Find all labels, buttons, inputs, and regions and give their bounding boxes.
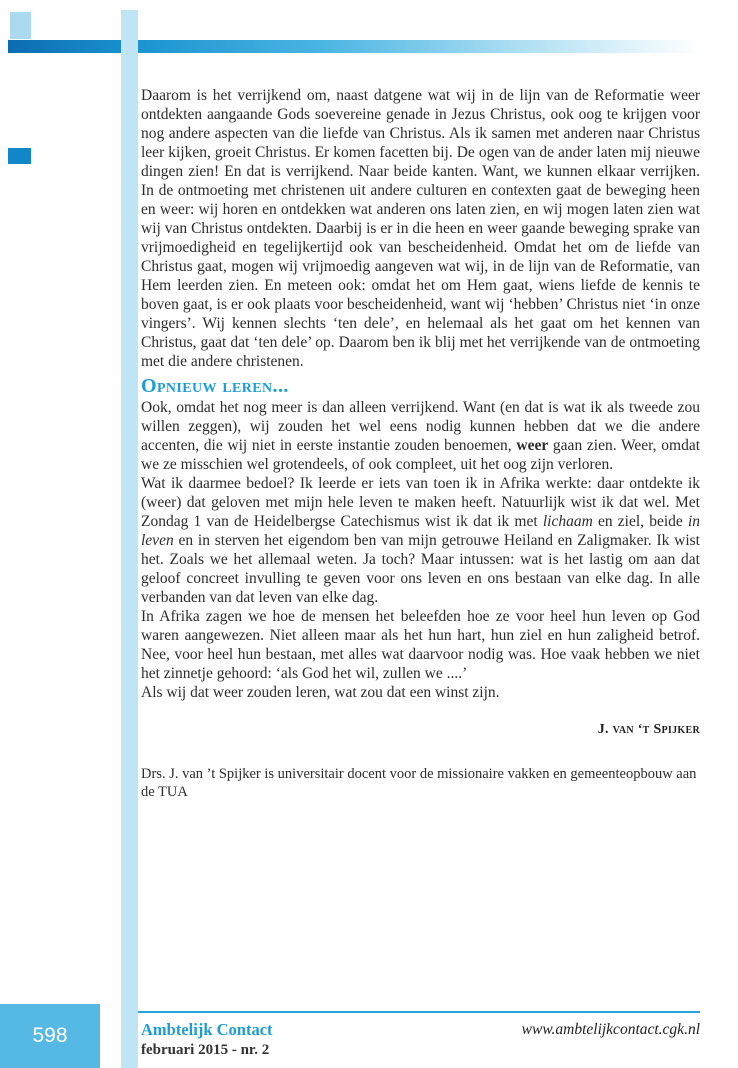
footer-journal-block: [141, 1019, 273, 1060]
footer-website: www.ambtelijkcontact.cgk.nl: [521, 1021, 700, 1038]
text-run: Wat ik daarmee bedoel? Ik leerde er iets van toen ik in Afrika werkte: daar ontdekte ik (weer) dat geloven met mijn hele leven te maken heeft. Natuurlijk wist ik dat wel. Met Zondag 1 van de Heidelbergse Catechismus wist ik dat ik met: [141, 475, 700, 530]
paragraph-5: Als wij dat weer zouden leren, wat zou dat een winst zijn.: [141, 684, 500, 701]
footer-divider: [138, 1011, 700, 1013]
text-run: en ziel, beide: [592, 513, 688, 530]
footer-journal-title: Ambtelijk Contact: [141, 1020, 273, 1039]
text-run: en in sterven het eigendom ben van mijn getrouwe Heiland en Zaligmaker. Ik wist het. Zoals we het allemaal weten. Ja toch? Maar intussen: wat is het lastig om aan dat geloof concreet invulling te geven voor ons leven en ons bestaan van elke dag. In alle verbanden van dat leven van elke dag.: [141, 532, 700, 606]
author-signature: J. van ‘t Spijker: [597, 722, 700, 737]
paragraph-2: [141, 398, 700, 474]
section-heading: Opnieuw leren...: [141, 375, 289, 397]
decor-gradient-bar: [8, 40, 700, 53]
footer-issue-date: februari 2015 - nr. 2: [141, 1042, 270, 1058]
decor-left-tab: [8, 148, 31, 164]
paragraph-4: In Afrika zagen we hoe de mensen het beleefden hoe ze voor heel hun leven op God waren aangewezen. Niet alleen maar als het hun hart, hun ziel en hun zaligheid betrof. Nee, voor heel hun bestaan, met alles wat daarvoor nodig was. Hoe vaak hebben we niet het zinnetje gehoord: ‘als God het wil, zullen we ....’: [141, 608, 700, 682]
text-run: Ook, omdat het nog meer is dan alleen verrijkend. Want (en dat is wat ik als tweede zou willen zeggen), wij zouden het wel eens nodig kunnen hebben dat we die andere accenten, die wij niet in eerste instantie zouden benoemen,: [141, 399, 700, 454]
text-run-italic: lichaam: [542, 513, 593, 530]
decor-left-strip: [121, 10, 138, 1068]
page-number: 598: [32, 1024, 68, 1047]
page-number-block: [0, 1004, 100, 1068]
paragraph-3: [141, 474, 700, 607]
paragraph-1: Daarom is het verrijkend om, naast datgene wat wij in de lijn van de Reformatie weer ontdekten aangaande Gods soevereine genade in Jezus Christus, ook oog te krijgen voor nog andere aspecten van die liefde van Christus. Als ik samen met anderen naar Christus leer kijken, groeit Christus. Er komen facetten bij. De ogen van de ander laten mij nieuwe dingen zien! En dat is verrijkend. Naar beide kanten. Want, we kunnen elkaar verrijken. In de ontmoeting met christenen uit andere culturen en contexten gaat de beweging heen en weer: wij horen en ontdekken wat anderen ons laten zien, en wij mogen laten zien wat wij van Christus ontdekten. Daarbij is er in die heen en weer gaande beweging sprake van vrijmoedigheid en tegelijkertijd ook van bescheidenheid. Omdat het om de liefde van Christus gaat, mogen wij vrijmoedig aangeven wat wij, in de lijn van de Reformatie, van Hem leerden zien. En meteen ook: omdat het om Hem gaat, wiens liefde de kennis te boven gaat, is er ook plaats voor bescheidenheid, want wij ‘hebben’ Christus niet ‘in onze vingers’. Wij kennen slechts ‘ten dele’, en helemaal als het gaat om het kennen van Christus, gaat dat ‘ten dele’ op. Daarom ben ik blij met het verrijkende van de ontmoeting met die andere christenen.: [141, 87, 700, 370]
text-run-italic: in leven: [141, 513, 700, 549]
text-run: gaan zien. Weer, omdat we ze misschien wel grotendeels, of ook compleet, uit het oog zijn verloren.: [141, 437, 700, 473]
text-run-bold: weer: [516, 437, 549, 454]
author-bio: Drs. J. van ’t Spijker is universitair docent voor de missionaire vakken en gemeenteopbouw aan de TUA: [141, 766, 697, 800]
article-body: [141, 86, 700, 801]
decor-top-left-square: [10, 12, 31, 39]
